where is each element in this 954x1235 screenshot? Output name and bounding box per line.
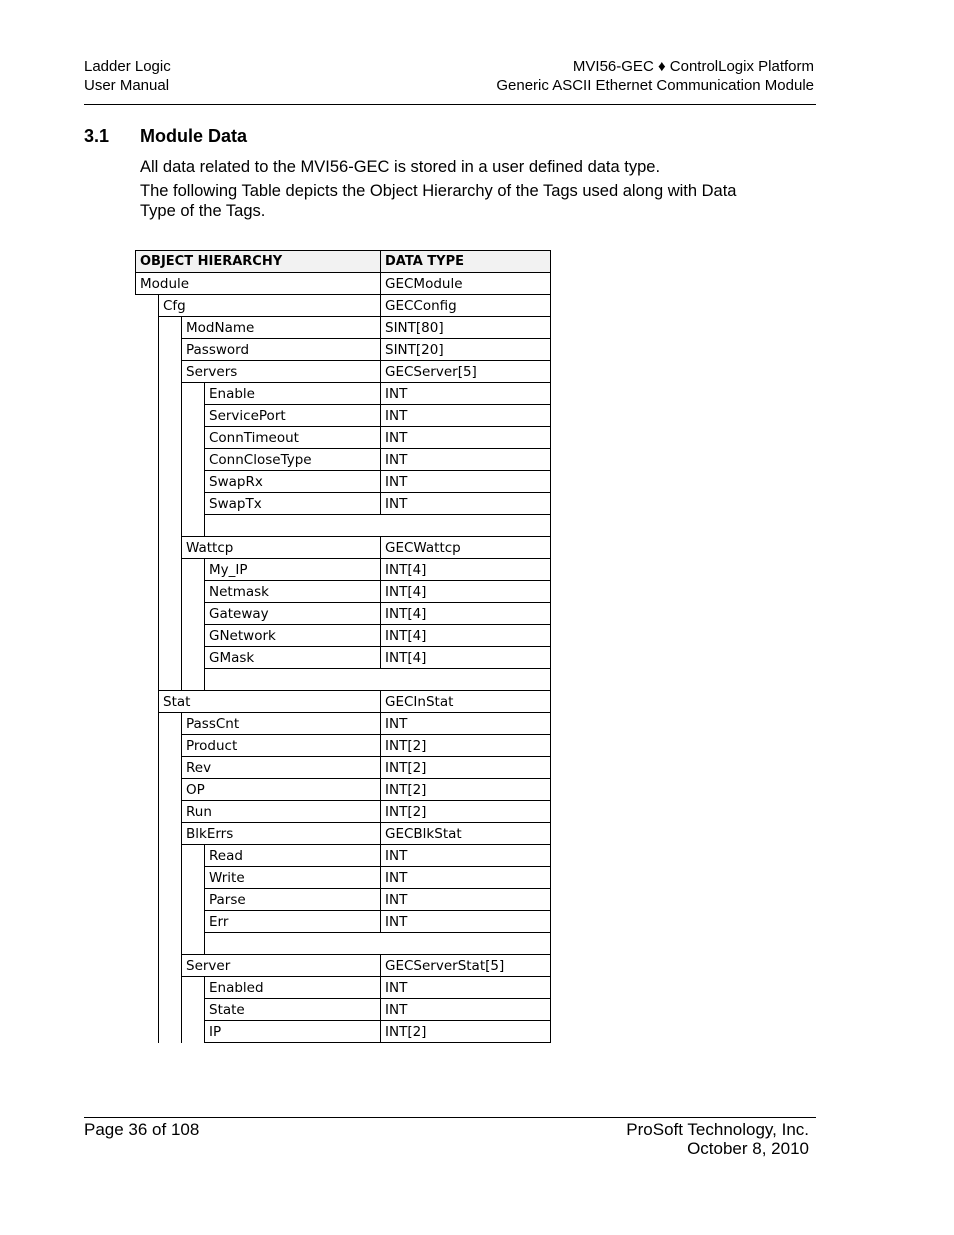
table-row [136,647,551,669]
indent-guide [159,625,182,647]
tag-name: Wattcp [182,537,381,559]
tag-name: Parse [205,889,381,911]
tag-name: ModName [182,317,381,339]
table-spacer-row [136,669,551,691]
indent-spacer [136,427,159,449]
table-spacer-row [136,515,551,537]
tag-data-type: INT [381,449,551,471]
indent-spacer [136,405,159,427]
tag-data-type: GECModule [381,273,551,295]
indent-guide [159,361,182,383]
indent-guide [182,889,205,911]
indent-spacer [136,977,159,999]
tag-name: GMask [205,647,381,669]
indent-spacer [136,955,159,977]
indent-guide [182,1021,205,1043]
tag-data-type: INT [381,867,551,889]
table-row [136,449,551,471]
tag-data-type: INT[4] [381,603,551,625]
tag-data-type: GECConfig [381,295,551,317]
header-left [84,57,171,95]
tag-data-type: INT[2] [381,735,551,757]
tag-name: Run [182,801,381,823]
indent-guide [159,845,182,867]
indent-guide [159,427,182,449]
indent-guide [159,471,182,493]
indent-guide [159,999,182,1021]
blank-cell [205,515,551,537]
blank-cell [205,669,551,691]
table-row [136,977,551,999]
indent-guide [159,603,182,625]
indent-guide [159,977,182,999]
table-row [136,845,551,867]
tag-name: State [205,999,381,1021]
tag-data-type: INT[4] [381,625,551,647]
table-row [136,537,551,559]
tag-data-type: INT[4] [381,559,551,581]
indent-guide [182,647,205,669]
tag-data-type: INT[2] [381,801,551,823]
indent-spacer [136,801,159,823]
blank-cell [205,933,551,955]
indent-guide [159,933,182,955]
tag-data-type: INT [381,383,551,405]
tag-name: Enable [205,383,381,405]
indent-spacer [136,515,159,537]
indent-guide [159,581,182,603]
indent-guide [182,625,205,647]
indent-guide [159,405,182,427]
table-row [136,625,551,647]
tag-name: Gateway [205,603,381,625]
indent-spacer [136,493,159,515]
indent-guide [159,383,182,405]
table-row [136,801,551,823]
table-row [136,955,551,977]
indent-spacer [136,735,159,757]
tag-data-type: GECServer[5] [381,361,551,383]
indent-guide [182,999,205,1021]
table-row [136,757,551,779]
section-number: 3.1 [84,126,110,146]
page-number: Page 36 of 108 [84,1120,200,1139]
indent-guide [159,493,182,515]
indent-guide [159,515,182,537]
indent-guide [182,515,205,537]
indent-guide [159,735,182,757]
footer-right [626,1120,809,1158]
table-row [136,471,551,493]
tag-name: ConnCloseType [205,449,381,471]
header-right [496,57,814,95]
tag-name: ServicePort [205,405,381,427]
indent-guide [159,537,182,559]
indent-spacer [136,537,159,559]
footer-company: ProSoft Technology, Inc. [626,1120,809,1139]
tag-data-type: INT [381,493,551,515]
tag-data-type: INT [381,845,551,867]
indent-spacer [136,911,159,933]
indent-guide [182,559,205,581]
tag-data-type: INT [381,889,551,911]
tag-data-type: GECInStat [381,691,551,713]
tag-data-type: INT [381,999,551,1021]
table-row [136,273,551,295]
indent-guide [159,757,182,779]
indent-spacer [136,779,159,801]
table-row [136,999,551,1021]
column-header-data-type: DATA TYPE [381,251,551,273]
indent-spacer [136,823,159,845]
table-row [136,559,551,581]
indent-spacer [136,295,159,317]
tag-name: Rev [182,757,381,779]
indent-spacer [136,669,159,691]
tag-name: Netmask [205,581,381,603]
indent-spacer [136,889,159,911]
header-doc-type: User Manual [84,77,170,94]
indent-spacer [136,361,159,383]
tag-name: OP [182,779,381,801]
tag-data-type: INT[4] [381,581,551,603]
tag-name: Stat [159,691,381,713]
indent-guide [182,977,205,999]
indent-guide [159,911,182,933]
indent-spacer [136,647,159,669]
indent-guide [159,449,182,471]
table-row [136,427,551,449]
tag-name: Module [136,273,381,295]
header-doc-section: Ladder Logic [84,58,171,75]
tag-name: SwapRx [205,471,381,493]
table-row [136,295,551,317]
tag-name: SwapTx [205,493,381,515]
tag-data-type: INT [381,471,551,493]
table-row [136,889,551,911]
indent-spacer [136,1021,159,1043]
table-row [136,713,551,735]
tag-name: My_IP [205,559,381,581]
indent-spacer [136,471,159,493]
indent-guide [159,889,182,911]
header-divider [84,104,816,105]
indent-spacer [136,625,159,647]
table-row [136,383,551,405]
tag-name: IP [205,1021,381,1043]
indent-guide [182,405,205,427]
indent-spacer [136,757,159,779]
tag-data-type: INT[2] [381,1021,551,1043]
tag-name: Servers [182,361,381,383]
indent-guide [182,911,205,933]
tag-name: Server [182,955,381,977]
paragraph-intro: All data related to the MVI56-GEC is stored in a user defined data type. [140,158,661,176]
indent-guide [159,801,182,823]
table-row [136,493,551,515]
indent-spacer [136,691,159,713]
table-row [136,339,551,361]
indent-spacer [136,317,159,339]
tag-data-type: GECBlkStat [381,823,551,845]
tag-data-type: SINT[20] [381,339,551,361]
section-heading [84,126,247,147]
tag-data-type: INT[2] [381,757,551,779]
tag-name: GNetwork [205,625,381,647]
indent-spacer [136,449,159,471]
paragraph-table-description: The following Table depicts the Object Hierarchy of the Tags used along with Data Type of the Tags. [140,182,737,220]
tag-name: ConnTimeout [205,427,381,449]
table-spacer-row [136,933,551,955]
indent-spacer [136,581,159,603]
indent-guide [182,581,205,603]
indent-guide [182,867,205,889]
tag-data-type: INT[2] [381,779,551,801]
header-product: MVI56-GEC ♦ ControlLogix Platform [572,58,814,75]
table-row [136,361,551,383]
section-title: Module Data [140,126,248,146]
indent-guide [182,603,205,625]
tag-data-type: INT [381,405,551,427]
footer-date: October 8, 2010 [687,1139,809,1158]
table-row [136,317,551,339]
tag-data-type: INT [381,977,551,999]
indent-guide [182,669,205,691]
indent-guide [182,383,205,405]
tag-data-type: GECServerStat[5] [381,955,551,977]
indent-guide [159,823,182,845]
tag-name: Err [205,911,381,933]
indent-guide [159,339,182,361]
table-row [136,779,551,801]
indent-guide [159,713,182,735]
header-module-name: Generic ASCII Ethernet Communication Module [496,77,814,94]
indent-spacer [136,845,159,867]
indent-guide [159,559,182,581]
indent-spacer [136,713,159,735]
table-row [136,867,551,889]
indent-guide [159,955,182,977]
indent-guide [182,845,205,867]
table-row [136,911,551,933]
indent-guide [159,647,182,669]
tag-data-type: INT [381,713,551,735]
indent-spacer [136,603,159,625]
table-header-row [136,251,551,273]
indent-spacer [136,383,159,405]
tag-name: Read [205,845,381,867]
tag-name: Cfg [159,295,381,317]
indent-spacer [136,339,159,361]
tag-name: Enabled [205,977,381,999]
indent-guide [159,669,182,691]
table-row [136,405,551,427]
indent-guide [159,1021,182,1043]
tag-name: PassCnt [182,713,381,735]
table-row [136,603,551,625]
tag-name: Write [205,867,381,889]
tag-name: Password [182,339,381,361]
tag-data-type: GECWattcp [381,537,551,559]
indent-guide [182,471,205,493]
tag-data-type: INT [381,911,551,933]
tag-data-type: SINT[80] [381,317,551,339]
tag-data-type: INT [381,427,551,449]
tag-name: BlkErrs [182,823,381,845]
indent-spacer [136,933,159,955]
indent-guide [182,427,205,449]
table-row [136,1021,551,1043]
object-hierarchy-table [135,250,551,1043]
table-row [136,581,551,603]
indent-guide [159,867,182,889]
indent-spacer [136,867,159,889]
tag-name: Product [182,735,381,757]
indent-guide [182,493,205,515]
indent-spacer [136,999,159,1021]
indent-guide [159,779,182,801]
footer-divider [84,1117,816,1118]
tag-data-type: INT[4] [381,647,551,669]
table-row [136,691,551,713]
indent-spacer [136,559,159,581]
column-header-object-hierarchy: OBJECT HIERARCHY [136,251,381,273]
indent-guide [182,933,205,955]
table-row [136,735,551,757]
indent-guide [159,317,182,339]
table-row [136,823,551,845]
indent-guide [182,449,205,471]
